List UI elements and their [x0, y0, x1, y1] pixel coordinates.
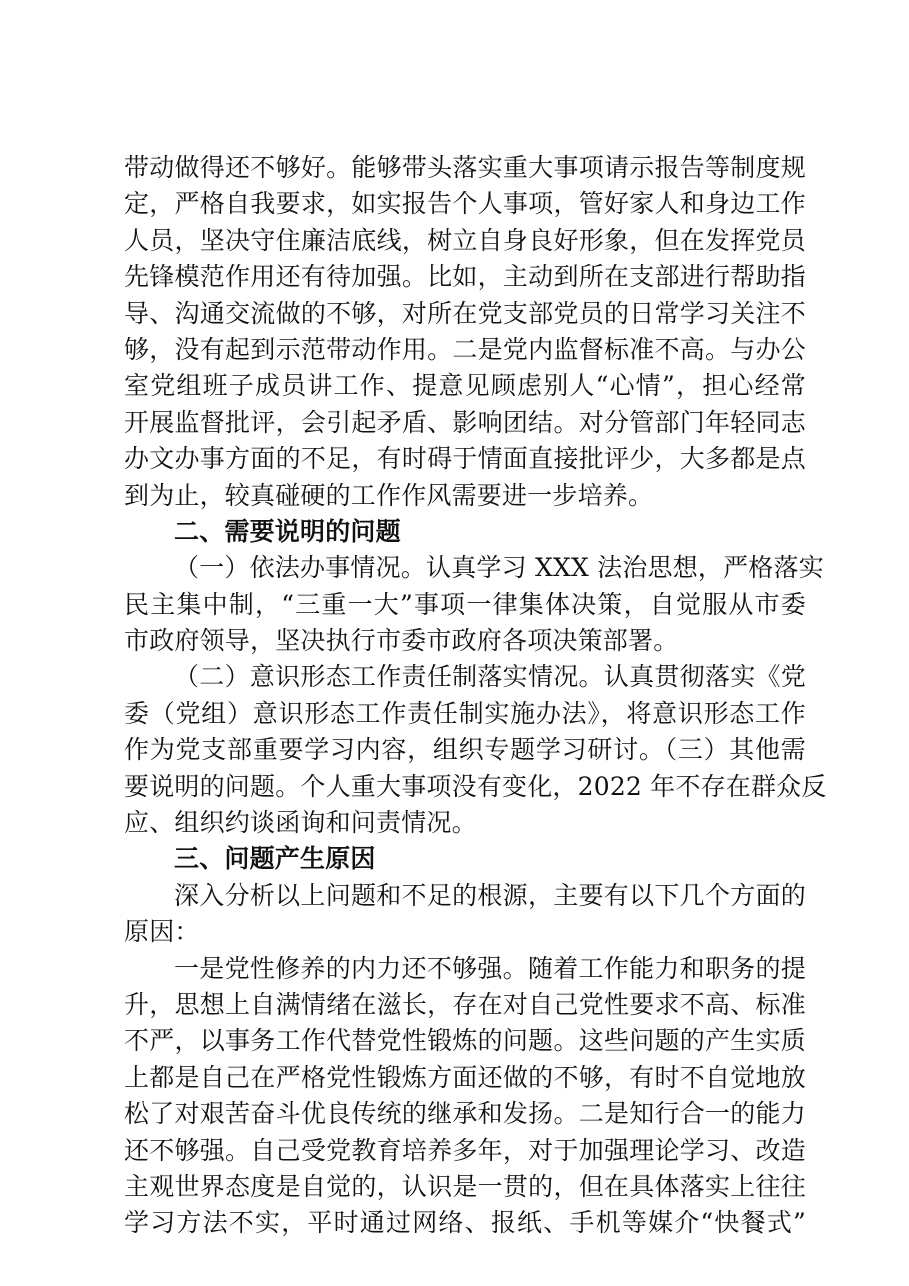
paragraph-line: 松了对艰苦奋斗优良传统的继承和发扬。二是知行合一的能力: [124, 1099, 806, 1129]
section-heading: 二、需要说明的问题: [174, 516, 401, 546]
document-body: [124, 150, 827, 1242]
paragraph-line: 委（党组）意识形态工作责任制实施办法》，将意识形态工作: [124, 698, 806, 728]
paragraph-line: 够，没有起到示范带动作用。二是党内监督标准不高。与办公: [124, 334, 806, 364]
paragraph-line: 要说明的问题。个人重大事项没有变化，2022 年不存在群众反: [124, 771, 827, 801]
paragraph-line: 带动做得还不够好。能够带头落实重大事项请示报告等制度规: [124, 153, 806, 182]
paragraph-line: 定，严格自我要求，如实报告个人事项，管好家人和身边工作: [124, 189, 806, 219]
paragraph-line: 开展监督批评，会引起矛盾、影响团结。对分管部门年轻同志: [124, 407, 806, 437]
paragraph-line: （二）意识形态工作责任制落实情况。认真贯彻落实《党: [174, 662, 806, 692]
paragraph-line: 到为止，较真碰硬的工作作风需要进一步培养。: [124, 480, 654, 510]
paragraph-line: 先锋模范作用还有待加强。比如，主动到所在支部进行帮助指: [124, 262, 806, 292]
paragraph-line: 民主集中制，“三重一大”事项一律集体决策，自觉服从市委: [124, 589, 806, 619]
paragraph-line: 上都是自己在严格党性锻炼方面还做的不够，有时不自觉地放: [124, 1062, 806, 1092]
paragraph-line: 办文办事方面的不足，有时碍于情面直接批评少，大多都是点: [124, 444, 806, 474]
paragraph-line: 导、沟通交流做的不够，对所在党支部党员的日常学习关注不: [124, 298, 806, 328]
paragraph-line: 还不够强。自己受党教育培养多年，对于加强理论学习、改造: [124, 1135, 806, 1165]
section-heading: 三、问题产生原因: [174, 844, 376, 874]
paragraph-line: 学习方法不实，平时通过网络、报纸、手机等媒介“快餐式”: [124, 1208, 806, 1238]
paragraph-line: 原因：: [124, 917, 200, 947]
paragraph-line: 升，思想上自满情绪在滋长，存在对自己党性要求不高、标准: [124, 989, 806, 1019]
paragraph-line: 不严，以事务工作代替党性锻炼的问题。这些问题的产生实质: [124, 1026, 806, 1056]
paragraph-line: （一）依法办事情况。认真学习 XXX 法治思想，严格落实: [174, 553, 824, 583]
paragraph-line: 主观世界态度是自觉的，认识是一贯的，但在具体落实上往往: [124, 1171, 806, 1201]
paragraph-line: 应、组织约谈函询和问责情况。: [124, 808, 477, 838]
paragraph-line: 深入分析以上问题和不足的根源，主要有以下几个方面的: [174, 880, 806, 910]
paragraph-line: 作为党支部重要学习内容，组织专题学习研讨。（三）其他需: [124, 735, 806, 765]
paragraph-line: 市政府领导，坚决执行市委市政府各项决策部署。: [124, 626, 679, 656]
paragraph-line: 室党组班子成员讲工作、提意见顾虑别人“心情”，担心经常: [124, 371, 806, 401]
paragraph-line: 人员，坚决守住廉洁底线，树立自身良好形象，但在发挥党员: [124, 225, 806, 255]
paragraph-line: 一是党性修养的内力还不够强。随着工作能力和职务的提: [174, 953, 806, 983]
